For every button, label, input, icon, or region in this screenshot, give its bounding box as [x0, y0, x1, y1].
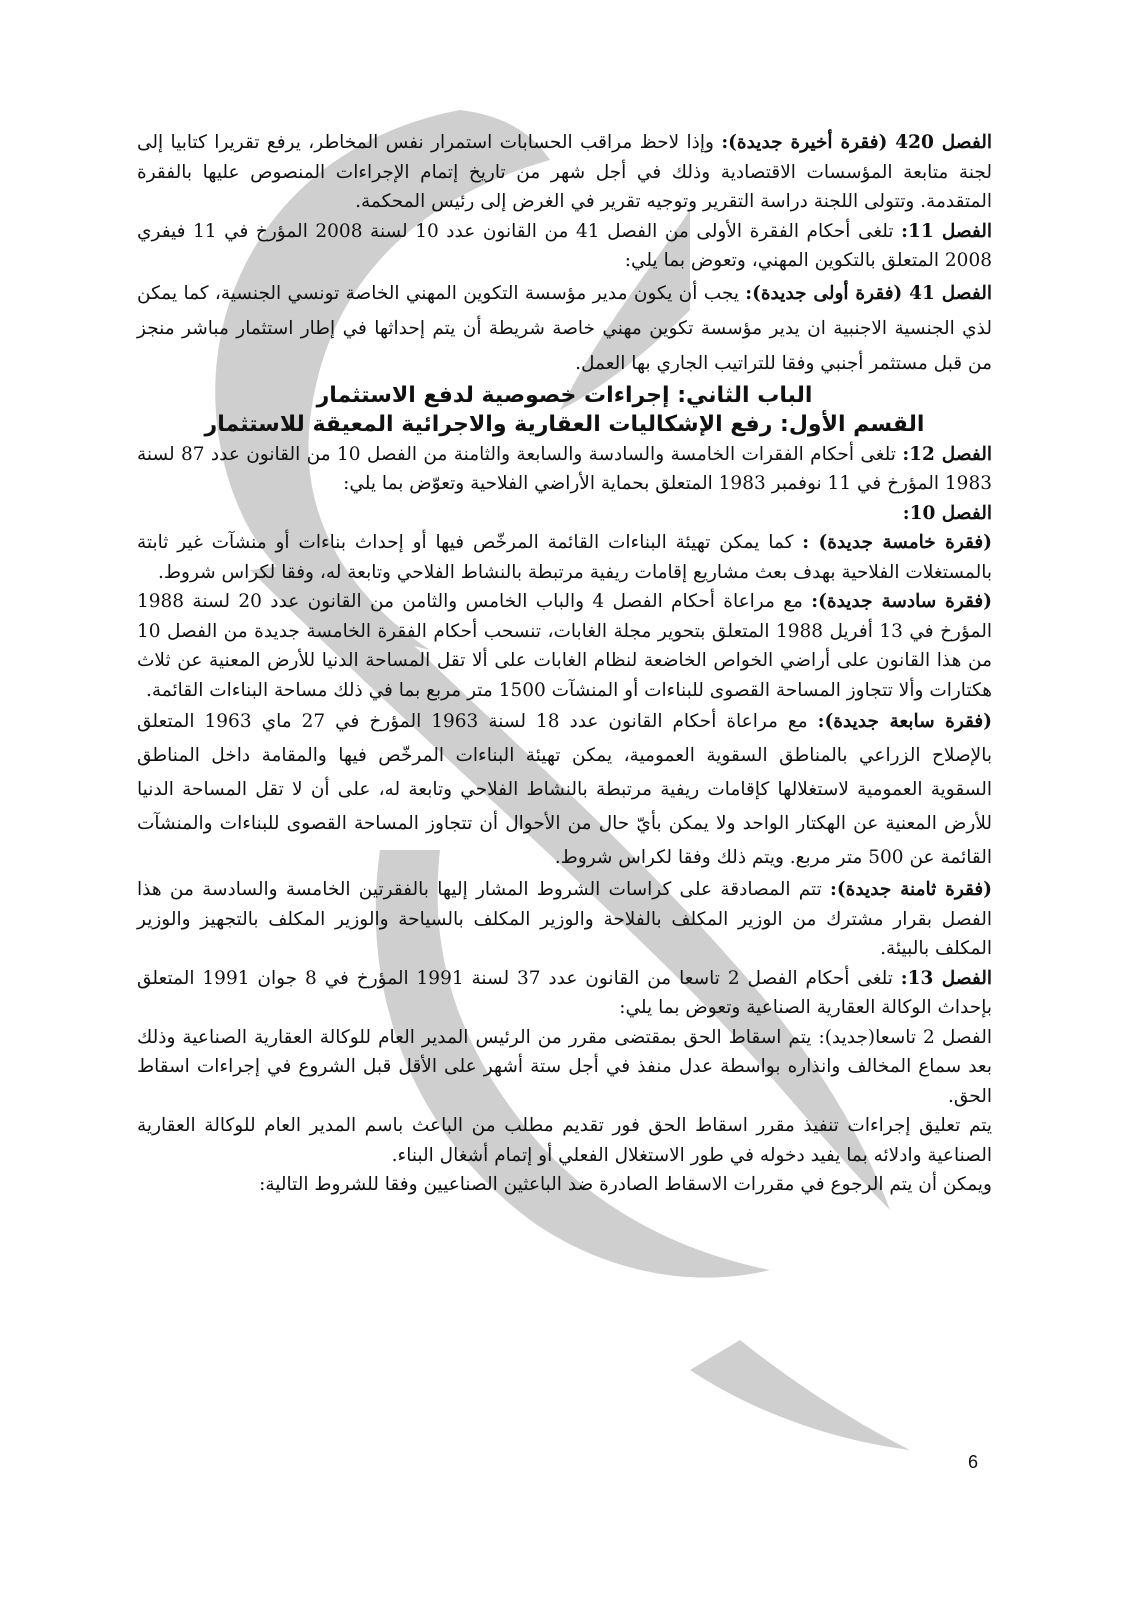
- page-number: 6: [968, 1452, 979, 1472]
- article-text: مع مراعاة أحكام الفصل 4 والباب الخامس والثامن من القانون عدد 20 لسنة 1988 المؤرخ في 13 أفريل 1988 المتعلق بتحوير مجلة الغابات، تنسحب أحكام الفقرة الخامسة جديدة من الفصل 10 من هذا القانون على أراضي الخواص الخاضعة لنظام الغابات على ألا تقل المساحة الدنيا للأرض المعنية عن ثلاث هكتارات وألا تتجاوز المساحة القصوى للبناءات أو المنشآت 1500 متر مربع بما في ذلك مساحة البناءات القائمة.: [137, 591, 992, 701]
- article-label: الفصل 41 (فقرة أولى جديدة):: [745, 282, 992, 304]
- sixth-paragraph-new: [137, 587, 992, 705]
- article-text: تلغى أحكام الفقرة الأولى من الفصل 41 من القانون عدد 10 لسنة 2008 المؤرخ في 11 فيفري 2008 المتعلق بالتكوين المهني، وتعوض بما يلي:: [137, 220, 992, 271]
- article-text: وإذا لاحظ مراقب الحسابات استمرار نفس المخاطر، يرفع تقريرا كتابيا إلى لجنة متابعة المؤسسات الاقتصادية وذلك في أجل شهر من تاريخ إتمام الإجراءات المنصوص عليها بالفقرة المتقدمة. وتتولى اللجنة دراسة التقرير وتوجيه تقرير في الغرض إلى رئيس المحكمة.: [137, 132, 992, 212]
- article-label: الفصل 13:: [900, 967, 992, 989]
- article-label: الفصل 12:: [902, 443, 993, 465]
- seventh-paragraph-new: [137, 705, 992, 875]
- article-text: تلغى أحكام الفصل 2 تاسعا من القانون عدد 37 لسنة 1991 المؤرخ في 8 جوان 1991 المتعلق بإحداث الوكالة العقارية الصناعية وتعوض بما يلي:: [137, 967, 992, 1018]
- chapter-heading: الباب الثاني: إجراءات خصوصية لدفع الاستثمار: [316, 382, 813, 408]
- eighth-paragraph-new: [137, 875, 992, 964]
- article-11-paragraph: [137, 217, 992, 276]
- article-text: كما يمكن تهيئة البناءات القائمة المرخّص فيها أو إحداث بناءات أو منشآت غير ثابتة بالمستغلات الفلاحية بهدف بعث مشاريع إقامات ريفية مرتبطة بالنشاط الفلاحي وتابعة له، وفقا لكراس شروط.: [137, 532, 992, 583]
- article-12-paragraph: [137, 440, 992, 499]
- article-label: (فقرة سابعة جديدة):: [817, 711, 992, 732]
- suspension-paragraph: يتم تعليق إجراءات تنفيذ مقرر اسقاط الحق فور تقديم مطلب من الباعث باسم المدير العام للوكالة العقارية الصناعية وادلائه بما يفيد دخوله في طور الاستغلال الفعلي أو إتمام أشغال البناء.: [137, 1115, 992, 1166]
- article-label: (فقرة خامسة جديدة) :: [802, 532, 993, 553]
- article-label: (فقرة سادسة جديدة):: [811, 591, 993, 612]
- fifth-paragraph-new: [137, 528, 992, 587]
- article-text: تلغى أحكام الفقرات الخامسة والسادسة والسابعة والثامنة من الفصل 10 من القانون عدد 87 لسنة 1983 المؤرخ في 11 نوفمبر 1983 المتعلق بحماية الأراضي الفلاحية وتعوّض بما يلي:: [137, 443, 992, 494]
- revocation-paragraph: ويمكن أن يتم الرجوع في مقررات الاسقاط الصادرة ضد الباعثين الصناعيين وفقا للشروط التالية:: [259, 1174, 992, 1195]
- article-label: الفصل 10:: [902, 502, 992, 524]
- article-10-label-paragraph: [137, 499, 992, 529]
- section-heading: القسم الأول: رفع الإشكاليات العقارية والاجرائية المعيقة للاستثمار: [204, 412, 925, 437]
- article-label: الفصل 420 (فقرة أخيرة جديدة):: [721, 132, 992, 153]
- article-label: الفصل 11:: [901, 220, 993, 242]
- article-2-ninth-paragraph: الفصل 2 تاسعا(جديد): يتم اسقاط الحق بمقتضى مقرر من الرئيس المدير العام للوكالة العقارية الصناعية وذلك بعد سماع المخالف وانذاره بواسطة عدل منفذ في أجل ستة أشهر على الأقل قبل الشروع في إجراءات اسقاط الحق.: [137, 1026, 993, 1107]
- article-label: (فقرة ثامنة جديدة):: [830, 879, 992, 900]
- document-body: [137, 128, 992, 1200]
- article-text: مع مراعاة أحكام القانون عدد 18 لسنة 1963 المؤرخ في 27 ماي 1963 المتعلق بالإصلاح الزراعي بالمناطق السقوية العمومية، يمكن تهيئة البناءات المرخّص فيها والمقامة داخل المناطق السقوية العمومية لاستغلالها كإقامات ريفية مرتبطة بالنشاط الفلاحي وتابعة له، على أن لا تقل المساحة الدنيا للأرض المعنية عن الهكتار الواحد ولا يمكن بأيّ حال من الأحوال أن تتجاوز المساحة القصوى للبناءات والمنشآت القائمة عن 500 متر مربع. ويتم ذلك وفقا لكراس شروط.: [137, 711, 992, 868]
- article-text: تتم المصادقة على كراسات الشروط المشار إليها بالفقرتين الخامسة والسادسة من هذا الفصل بقرار مشترك من الوزير المكلف بالفلاحة والوزير المكلف بالسياحة والوزير المكلف بالتجهيز والوزير المكلف بالبيئة.: [137, 879, 992, 959]
- article-41-paragraph: [137, 276, 992, 381]
- article-420-paragraph: [137, 128, 992, 217]
- article-text: يجب أن يكون مدير مؤسسة التكوين المهني الخاصة تونسي الجنسية، كما يمكن لذي الجنسية الاجنبية ان يدير مؤسسة تكوين مهني خاصة شريطة أن يتم إحداثها في إطار استثمار مباشر منجز من قبل مستثمر أجنبي وفقا للتراتيب الجاري بها العمل.: [137, 282, 992, 374]
- article-13-paragraph: [137, 964, 992, 1023]
